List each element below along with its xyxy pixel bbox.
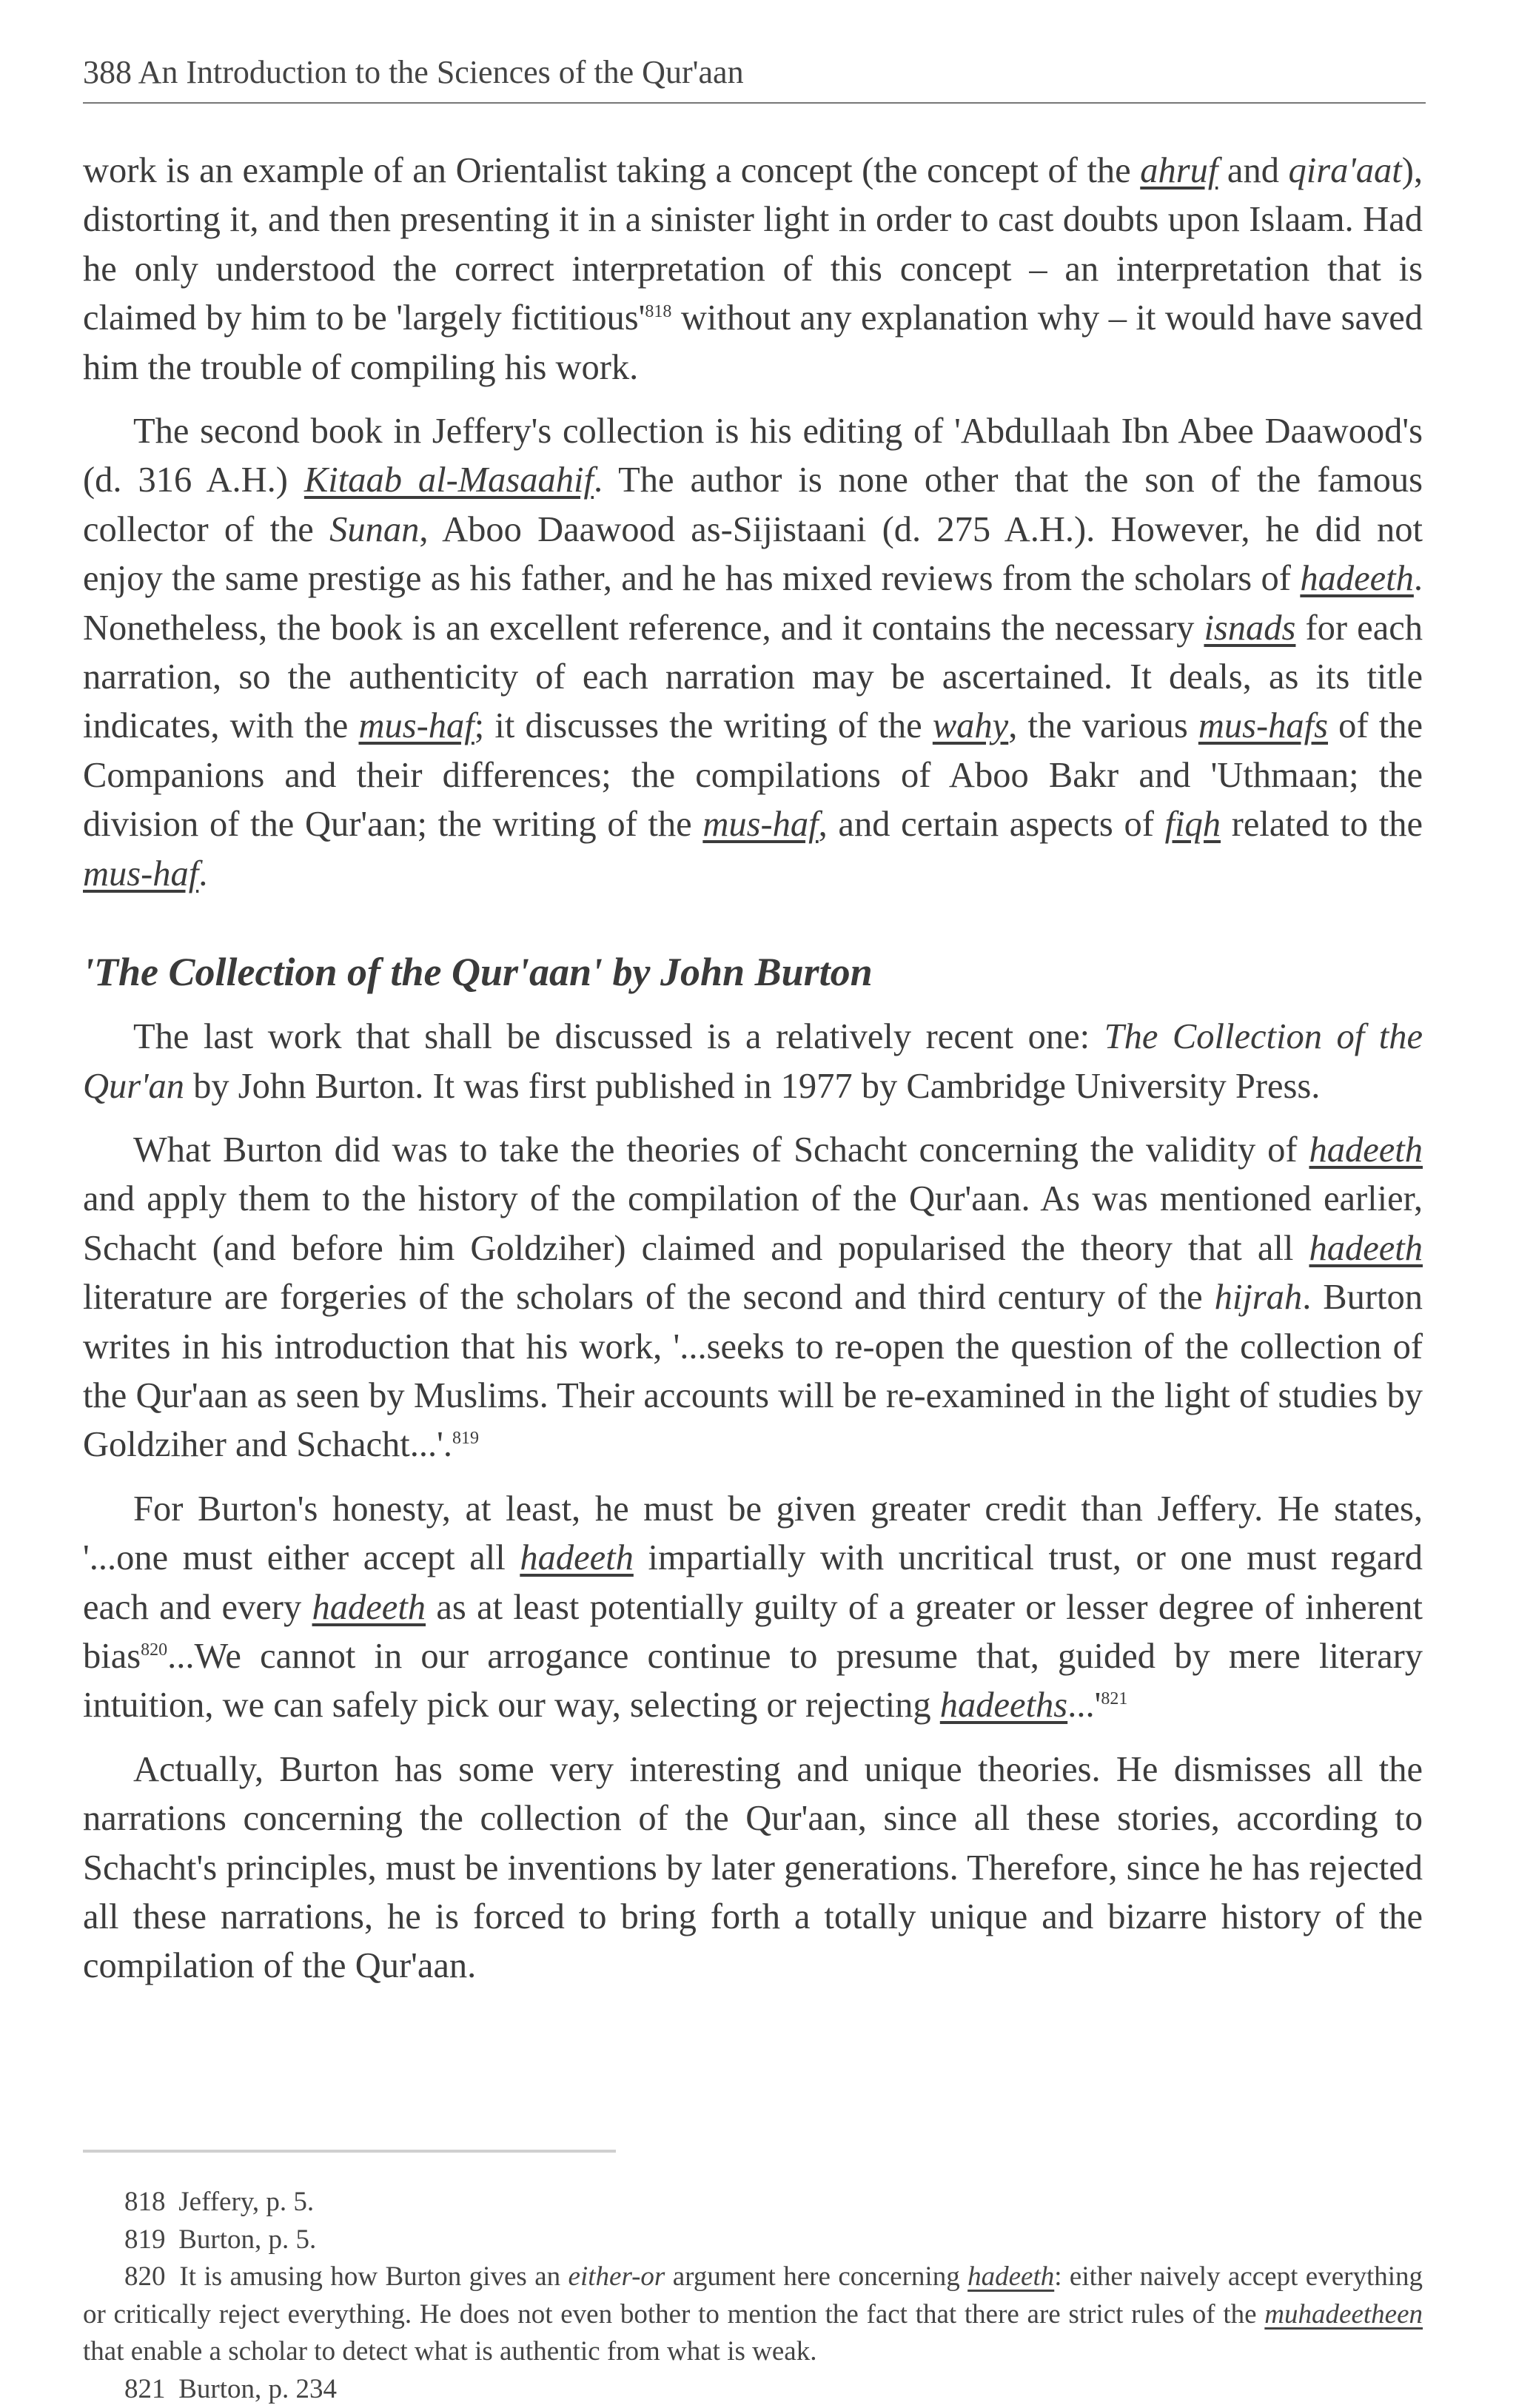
term: hadeeth xyxy=(1309,1130,1423,1170)
footnote-text: that enable a scholar to detect what is authentic from what is weak. xyxy=(83,2336,816,2367)
paragraph xyxy=(83,407,1423,899)
footnote-number: 818 xyxy=(83,2184,172,2221)
footnote-text: Burton, p. 5. xyxy=(178,2224,316,2255)
term: hadeeth xyxy=(520,1538,634,1577)
footnote xyxy=(83,2221,1423,2259)
footnote-number: 821 xyxy=(83,2371,172,2408)
text-run: What Burton did was to take the theories of Schacht concerning the validity of xyxy=(133,1130,1309,1170)
text-run: and xyxy=(1218,151,1288,190)
term: hadeeth xyxy=(967,2261,1054,2292)
text-run: . Burton writes in his introduction that his work, '...seeks to re-open the question of the collection of the Qur'aan as seen by Muslims. Their accounts will be re-examined in the light of studies by Goldziher and Schacht...'. xyxy=(83,1278,1423,1464)
book-title: The Collection of the Qur'an xyxy=(83,1017,1423,1105)
footnote-ref: 819 xyxy=(452,1429,479,1448)
term: isnads xyxy=(1204,608,1295,648)
text-run: , the various xyxy=(1008,706,1198,745)
text-run: work is an example of an Orientalist taking a concept (the concept of the xyxy=(83,151,1140,190)
footnote xyxy=(83,2184,1423,2221)
footnote-text: Jeffery, p. 5. xyxy=(178,2187,314,2217)
paragraph xyxy=(83,1126,1423,1470)
text-run: impartially with uncritical trust, or one must regard each and every xyxy=(83,1538,1423,1626)
text-run: For Burton's honesty, at least, he must be given greater credit than Jeffery. He states, '...one must either accept all xyxy=(83,1489,1423,1577)
text-run: , Aboo Daawood as-Sijistaani (d. 275 A.H.). However, he did not enjoy the same prestige as his father, and he has mixed reviews from the scholars of xyxy=(83,510,1423,598)
text-run: ; it discusses the writing of the xyxy=(474,706,933,745)
running-head: 388 An Introduction to the Sciences of the Qur'aan xyxy=(83,52,1427,93)
footnote-number: 819 xyxy=(83,2221,172,2259)
footnote-ref: 820 xyxy=(141,1640,167,1660)
footnote xyxy=(83,2258,1423,2371)
paragraph xyxy=(83,1745,1423,1991)
text-run: for each narration, so the authenticity of each narration may be ascertained. It deals, as its title indicates, with the xyxy=(83,608,1423,746)
term: hadeeth xyxy=(1309,1229,1423,1268)
footnote-rule xyxy=(83,2150,616,2153)
text-run: ), distorting it, and then presenting it in a sinister light in order to cast doubts upon Islaam. Had he only understood the correct interpretation of this concept – an interpretation that is claimed by him to be 'largely fictitious' xyxy=(83,151,1423,338)
footnote-number: 820 xyxy=(83,2258,172,2296)
text-run: The last work that shall be discussed is a relatively recent one: xyxy=(133,1017,1104,1056)
text-run: The second book in Jeffery's collection is his editing of 'Abdullaah Ibn Abee Daawood's (d. 316 A.H.) xyxy=(83,412,1423,500)
term: muhadeetheen xyxy=(1264,2299,1423,2330)
footnote-text: It is amusing how Burton gives an xyxy=(179,2261,568,2292)
text-run: related to the xyxy=(1221,805,1423,844)
paragraph xyxy=(83,147,1423,392)
text-run: . xyxy=(198,854,207,893)
term: mus-haf xyxy=(702,805,818,844)
paragraph xyxy=(83,1013,1423,1111)
header-rule xyxy=(83,102,1426,104)
term: Sunan xyxy=(329,510,419,549)
paragraph xyxy=(83,1485,1423,1731)
text-run: as at least potentially guilty of a greater or lesser degree of inherent bias xyxy=(83,1588,1423,1676)
footnote-ref: 821 xyxy=(1101,1689,1127,1708)
term: ahruf xyxy=(1140,151,1218,190)
section-heading: 'The Collection of the Qur'aan' by John Burton xyxy=(83,946,1423,998)
term: mus-hafs xyxy=(1198,706,1328,745)
text-run: , and certain aspects of xyxy=(819,805,1165,844)
term: hadeeths xyxy=(940,1686,1067,1725)
text-run: without any explanation why – it would have saved him the trouble of compiling his work. xyxy=(83,298,1423,386)
footnotes xyxy=(83,2184,1423,2408)
footnote-text: Burton, p. 234 xyxy=(178,2374,337,2404)
term: wahy xyxy=(933,706,1008,745)
term: either-or xyxy=(568,2261,665,2292)
term: hadeeth xyxy=(1300,559,1414,598)
text-run: ...' xyxy=(1067,1686,1101,1725)
text-run: of the Companions and their differences; the compilations of Aboo Bakr and 'Uthmaan; the division of the Qur'aan; the writing of the xyxy=(83,706,1423,844)
footnote-ref: 818 xyxy=(645,302,671,321)
text-run: by John Burton. It was first published in 1977 by Cambridge University Press. xyxy=(184,1067,1320,1106)
term: mus-haf xyxy=(358,706,474,745)
footnote xyxy=(83,2371,1423,2408)
text-run: ...We cannot in our arrogance continue to presume that, guided by mere literary intuition, we can safely pick our way, selecting or rejecting xyxy=(83,1637,1423,1725)
term: hadeeth xyxy=(312,1588,426,1627)
footnote-text: argument here concerning xyxy=(665,2261,967,2292)
text-run: and apply them to the history of the compilation of the Qur'aan. As was mentioned earlier, Schacht (and before him Goldziher) claimed and popularised the theory that all xyxy=(83,1179,1423,1267)
text-run: . Nonetheless, the book is an excellent reference, and it contains the necessary xyxy=(83,559,1423,647)
term: mus-haf xyxy=(83,854,198,893)
term: fiqh xyxy=(1165,805,1221,844)
book-title: Kitaab al-Masaahif xyxy=(304,460,594,500)
text-run: literature are forgeries of the scholars of the second and third century of the xyxy=(83,1278,1215,1317)
footnote-text: : either naively accept everything or critically reject everything. He does not even bother to mention the fact that there are strict rules of the xyxy=(83,2261,1423,2330)
body-text xyxy=(83,147,1423,1991)
text-run: Actually, Burton has some very interesting and unique theories. He dismisses all the narrations concerning the collection of the Qur'aan, since all these stories, according to Schacht's principles, must be inventions by later generations. Therefore, since he has rejected all these narrations, he is forced to bring forth a totally unique and bizarre history of the compilation of the Qur'aan. xyxy=(83,1750,1423,1986)
term: qira'aat xyxy=(1289,151,1402,190)
term: hijrah xyxy=(1215,1278,1303,1317)
text-run: . The author is none other that the son of the famous collector of the xyxy=(83,460,1423,549)
